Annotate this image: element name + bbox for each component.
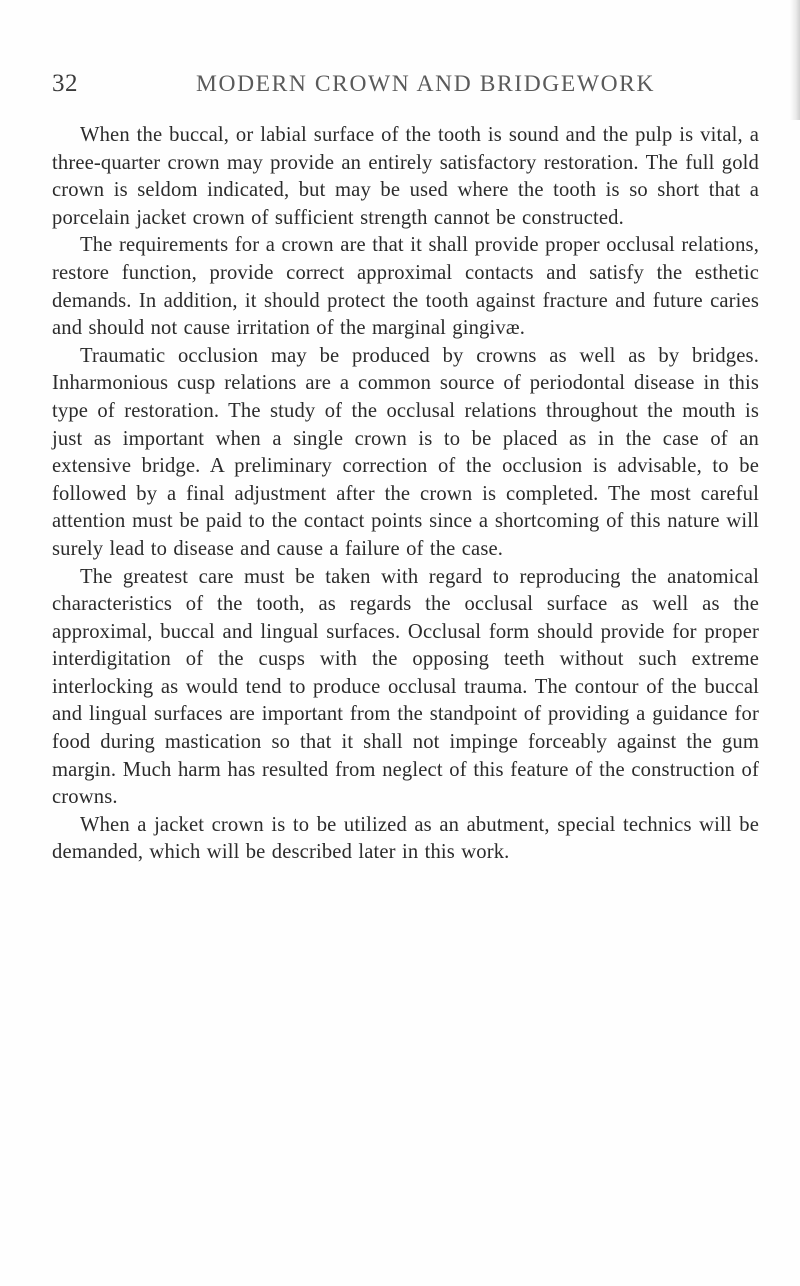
- running-head: MODERN CROWN AND BRIDGEWORK: [196, 71, 656, 97]
- body-text: [52, 122, 759, 867]
- page-edge-shadow: [790, 0, 800, 120]
- page-header: [52, 70, 760, 106]
- paragraph-anatomical-characteristics: The greatest care must be taken with regard to reproducing the anatomical characteristics of the tooth, as regards the occlusal surface as well as the approximal, buccal and lingual surfaces. Occlusal form should provide for proper interdigitation of the cusps with the opposing teeth without such extreme interlocking as would tend to produce occlusal trauma. The contour of the buccal and lingual surfaces are important from the standpoint of providing a guidance for food during mastication so that it shall not impinge forceably against the gum margin. Much harm has resulted from neglect of this feature of the construction of crowns.: [52, 565, 759, 809]
- paragraph-traumatic-occlusion: Traumatic occlusion may be produced by crowns as well as by bridges. Inharmonious cusp relations are a common source of periodontal disease in this type of restoration. The study of the occlusal relations throughout the mouth is just as important when a single crown is to be placed as in the case of an extensive bridge. A preliminary correction of the occlusion is advisable, to be followed by a final adjustment after the crown is completed. The most careful attention must be paid to the contact points since a shortcoming of this nature will surely lead to disease and cause a failure of the case.: [52, 344, 759, 560]
- page-number: 32: [52, 70, 78, 97]
- paragraph-crown-types: When the buccal, or labial surface of the tooth is sound and the pulp is vital, a three-quarter crown may provide an entirely satisfactory restoration. The full gold crown is seldom indicated, but may be used where the tooth is so short that a porcelain jacket crown of sufficient strength cannot be constructed.: [52, 124, 759, 229]
- paragraph-jacket-crown-abutment: When a jacket crown is to be utilized as an abutment, special technics will be demanded, which will be described later in this work.: [52, 813, 759, 864]
- paragraph-crown-requirements: The requirements for a crown are that it shall provide proper occlusal relations, restore function, provide correct approximal contacts and satisfy the esthetic demands. In addition, it should protect the tooth against fracture and future caries and should not cause irritation of the marginal gingivæ.: [52, 234, 759, 340]
